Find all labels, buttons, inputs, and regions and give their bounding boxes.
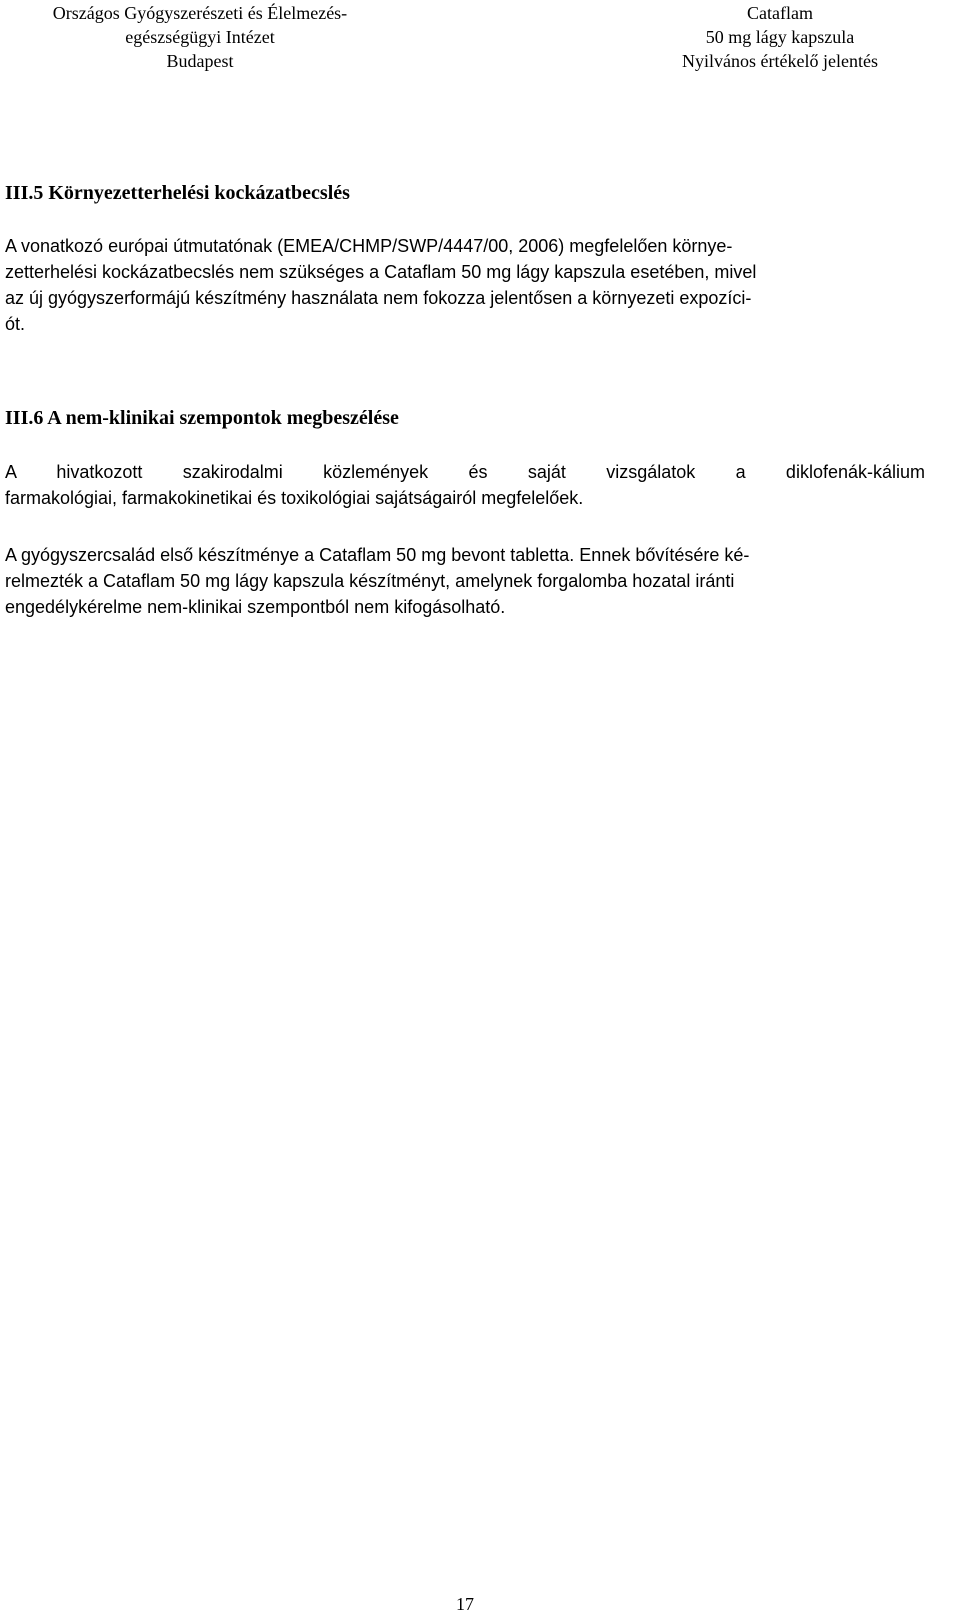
section-heading-iii-6: III.6 A nem-klinikai szempontok megbeszélése bbox=[5, 407, 399, 429]
header-product-line-2: 50 mg lágy kapszula bbox=[705, 27, 855, 47]
header-institute-line-3: Budapest bbox=[166, 51, 234, 71]
header-product-line-1: Cataflam bbox=[747, 3, 813, 23]
paragraph-line: zetterhelési kockázatbecslés nem szükséges a Cataflam 50 mg lágy kapszula esetében, mivel bbox=[5, 262, 757, 282]
paragraph-line: ót. bbox=[5, 314, 26, 334]
header-institute-line-2: egészségügyi Intézet bbox=[125, 27, 275, 47]
paragraph-line: farmakológiai, farmakokinetikai és toxikológiai sajátságairól megfelelőek. bbox=[5, 488, 584, 508]
paragraph-line: A hivatkozott szakirodalmi közlemények és saját vizsgálatok a diklofenák-kálium bbox=[5, 462, 925, 482]
section-iii-5-paragraph bbox=[5, 233, 925, 337]
header-product-line-3: Nyilvános értékelő jelentés bbox=[682, 51, 878, 71]
paragraph-line: relmezték a Cataflam 50 mg lágy kapszula készítményt, amelynek forgalomba hozatal iránti bbox=[5, 571, 735, 591]
header-institute-line-1: Országos Gyógyszerészeti és Élelmezés- bbox=[52, 3, 348, 23]
section-iii-6-paragraph-2 bbox=[5, 542, 925, 620]
paragraph-line: A gyógyszercsalád első készítménye a Cataflam 50 mg bevont tabletta. Ennek bővítésére ké- bbox=[5, 545, 750, 565]
paragraph-line: A vonatkozó európai útmutatónak (EMEA/CHMP/SWP/4447/00, 2006) megfelelően környe- bbox=[5, 236, 733, 256]
paragraph-line: engedélykérelme nem-klinikai szempontból nem kifogásolható. bbox=[5, 597, 506, 617]
section-iii-6-paragraph-1 bbox=[5, 459, 925, 511]
page-header bbox=[0, 0, 960, 80]
page-number: 17 bbox=[456, 1594, 474, 1614]
section-heading-iii-5: III.5 Környezetterhelési kockázatbecslés bbox=[5, 182, 350, 204]
header-institute bbox=[0, 1, 400, 73]
paragraph-line: az új gyógyszerformájú készítmény használata nem fokozza jelentősen a környezeti expozíci- bbox=[5, 288, 752, 308]
header-product bbox=[640, 1, 920, 73]
